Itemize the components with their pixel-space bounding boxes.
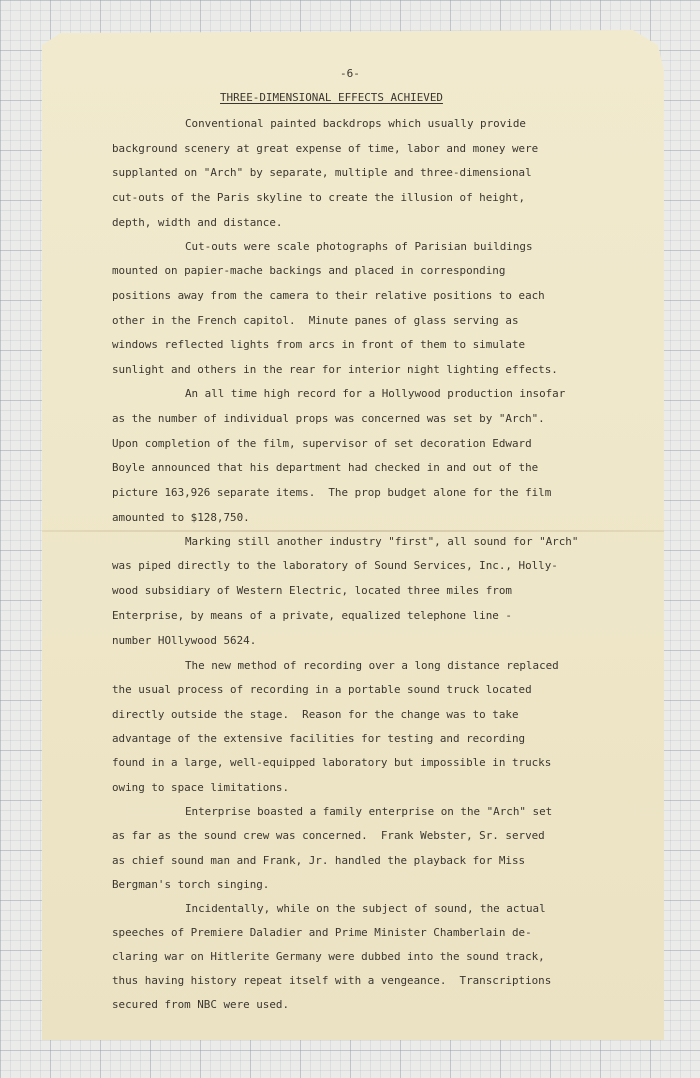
text-line: Bergman's torch singing. <box>112 878 270 891</box>
text-line: The new method of recording over a long distance replaced <box>185 659 559 672</box>
text-line: sunlight and others in the rear for interior night lighting effects. <box>112 363 558 376</box>
text-line: positions away from the camera to their relative positions to each <box>112 289 545 302</box>
text-line: amounted to $128,750. <box>112 511 250 524</box>
section-heading: THREE-DIMENSIONAL EFFECTS ACHIEVED <box>220 91 443 104</box>
text-line: background scenery at great expense of time, labor and money were <box>112 142 539 155</box>
text-line: Cut-outs were scale photographs of Parisian buildings <box>185 240 533 253</box>
text-line: picture 163,926 separate items. The prop budget alone for the film <box>112 486 552 499</box>
page-number: -6- <box>340 67 360 80</box>
text-line: Enterprise boasted a family enterprise on the "Arch" set <box>185 805 553 818</box>
text-line: number HOllywood 5624. <box>112 634 257 647</box>
text-line: found in a large, well-equipped laboratory but impossible in trucks <box>112 756 552 769</box>
text-line: Upon completion of the film, supervisor of set decoration Edward <box>112 437 532 450</box>
text-line: owing to space limitations. <box>112 781 290 794</box>
text-line: was piped directly to the laboratory of Sound Services, Inc., Holly- <box>112 559 558 572</box>
text-line: Enterprise, by means of a private, equalized telephone line - <box>112 609 512 622</box>
text-line: supplanted on "Arch" by separate, multiple and three-dimensional <box>112 166 532 179</box>
text-line: directly outside the stage. Reason for the change was to take <box>112 708 519 721</box>
text-line: thus having history repeat itself with a vengeance. Transcriptions <box>112 974 552 987</box>
text-line: An all time high record for a Hollywood production insofar <box>185 387 566 400</box>
text-line: Incidentally, while on the subject of sound, the actual <box>185 902 546 915</box>
text-line: Boyle announced that his department had checked in and out of the <box>112 461 539 474</box>
text-line: depth, width and distance. <box>112 216 283 229</box>
text-line: wood subsidiary of Western Electric, located three miles from <box>112 584 512 597</box>
text-line: as chief sound man and Frank, Jr. handled the playback for Miss <box>112 854 526 867</box>
text-line: Marking still another industry "first", all sound for "Arch" <box>185 535 579 548</box>
text-line: cut-outs of the Paris skyline to create the illusion of height, <box>112 191 526 204</box>
text-line: mounted on papier-mache backings and placed in corresponding <box>112 264 506 277</box>
text-line: speeches of Premiere Daladier and Prime Minister Chamberlain de- <box>112 926 532 939</box>
text-line: advantage of the extensive facilities for testing and recording <box>112 732 526 745</box>
text-line: as the number of individual props was concerned was set by "Arch". <box>112 412 545 425</box>
text-line: claring war on Hitlerite Germany were dubbed into the sound track, <box>112 950 545 963</box>
text-line: windows reflected lights from arcs in front of them to simulate <box>112 338 526 351</box>
paper-fold-crease <box>42 530 664 532</box>
text-line: as far as the sound crew was concerned. Frank Webster, Sr. served <box>112 829 545 842</box>
text-line: Conventional painted backdrops which usually provide <box>185 117 526 130</box>
text-line: the usual process of recording in a portable sound truck located <box>112 683 532 696</box>
text-line: other in the French capitol. Minute panes of glass serving as <box>112 314 519 327</box>
text-line: secured from NBC were used. <box>112 998 290 1011</box>
